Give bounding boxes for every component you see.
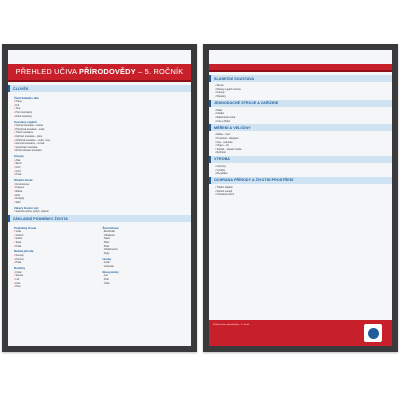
section-heading: VÝROBA: [209, 156, 392, 163]
list-item: • Čas – sekunda: [215, 141, 388, 145]
list-item: • Dolní končetiny: [14, 115, 187, 119]
list-item: • Trávicí soustava: [14, 131, 187, 135]
list-item: • Stáří: [14, 201, 187, 205]
list-item: • Ryby: [103, 252, 188, 256]
footer-band: [209, 320, 392, 346]
list-item: • Objem – litr: [215, 144, 388, 148]
sub-heading: Zdravý životní styl: [14, 205, 39, 210]
left-sheet: [2, 44, 197, 352]
list-item: • Dýchací soustava – plíce: [14, 135, 187, 139]
list-item: • Horniny: [14, 258, 99, 262]
list-item: • Délka – metr: [215, 133, 388, 137]
list-item: • Správná výživa, pohyb, spánek: [14, 210, 187, 214]
sub-heading: Ekosystémy: [102, 269, 119, 274]
list-item: • Opěrná soustava – kostra: [14, 124, 187, 128]
list-item: • Chráněná území: [215, 193, 388, 197]
list-item: • Vylučovací soustava: [14, 146, 187, 150]
list-item: • Šetření energií: [215, 190, 388, 194]
column-right: [103, 224, 188, 289]
list-item: • Teplota – stupeň Celsia: [215, 148, 388, 152]
list-item: • Květ: [14, 282, 99, 286]
list-item: • Nakloněná rovina: [215, 116, 388, 120]
list-item: • Komety: [215, 91, 388, 95]
list-item: • Pohybová soustava – svaly: [14, 128, 187, 132]
sub-heading: Části lidského těla: [14, 95, 39, 100]
right-paper: [209, 50, 392, 346]
sub-heading: Podmínky života: [14, 225, 37, 230]
list-item: • Kojenec: [14, 186, 187, 190]
title-part-a: PŘEHLED UČIVA: [15, 67, 80, 76]
list-item: • Oběhová soustava – srdce, cévy: [14, 139, 187, 143]
section-body: [209, 82, 392, 99]
sub-heading: Období života: [14, 178, 33, 183]
column-left: [14, 224, 99, 289]
list-item: • Kořen: [14, 271, 99, 275]
list-item: • Plazi: [103, 245, 188, 249]
list-item: • Horní končetiny: [14, 111, 187, 115]
list-item: • Půda: [14, 261, 99, 265]
list-item: • Sluch: [14, 162, 187, 166]
footer-text: Přehled učiva přírodovědy – 5. ročník: [213, 324, 250, 326]
section-heading: SLUNEČNÍ SOUSTAVA: [209, 75, 392, 82]
section-heading: OCHRANA PŘÍRODY A ŽIVOTNÍ PROSTŘEDÍ: [209, 177, 392, 184]
list-item: • Planety a jejich měsíce: [215, 88, 388, 92]
section-heading: ZÁKLADNÍ PODMÍNKY ŽIVOTA: [8, 215, 191, 222]
list-item: • Světlo: [14, 237, 99, 241]
list-item: • Trup: [14, 107, 187, 111]
list-item: • Dítě: [14, 194, 187, 198]
section-heading: MĚŘENÍ A VELIČINY: [209, 124, 392, 131]
list-item: • Dospělý: [14, 197, 187, 201]
list-item: • Ptáci: [103, 241, 188, 245]
list-item: • Jedlé: [103, 261, 188, 265]
list-item: • Pole: [103, 278, 188, 282]
list-item: • Les: [103, 274, 188, 278]
list-item: • Obojživelníci: [103, 248, 188, 252]
list-item: • Rychlost: [215, 151, 388, 155]
list-item: • Kladka: [215, 112, 388, 116]
section-heading: ČLOVĚK: [8, 85, 191, 92]
section-body: [209, 131, 392, 156]
list-item: • Nerosty: [14, 254, 99, 258]
section-heading: JEDNODUCHÉ STROJE A ZAŘÍZENÍ: [209, 100, 392, 107]
publisher-logo-icon: [364, 324, 382, 342]
list-item: • Páka: [215, 109, 388, 113]
list-item: • Čich: [14, 166, 187, 170]
list-item: • Obratlovci: [103, 234, 188, 238]
list-item: • Batole: [14, 190, 187, 194]
list-item: • Zrak: [14, 159, 187, 163]
section-body: [8, 92, 191, 215]
list-item: • Stonek: [14, 274, 99, 278]
list-item: • Hmat: [14, 173, 187, 177]
list-item: • List: [14, 278, 99, 282]
list-item: • Plod: [14, 285, 99, 289]
section-body: [8, 222, 191, 290]
list-item: • Půda: [14, 245, 99, 249]
list-item: • Planetky: [215, 95, 388, 99]
page-title: [8, 64, 191, 80]
list-item: • Třídění odpadu: [215, 186, 388, 190]
list-item: • Jedovaté: [103, 265, 188, 269]
left-paper: [8, 50, 191, 346]
list-item: • Chuť: [14, 170, 187, 174]
list-item: • Vzduch: [14, 234, 99, 238]
list-item: • Voda: [14, 230, 99, 234]
sub-heading: Neživá příroda: [14, 249, 34, 254]
right-sheet: [203, 44, 398, 352]
title-part-b: PŘÍRODOVĚDY: [79, 67, 136, 76]
list-item: • Savci: [103, 237, 188, 241]
list-item: • Voda: [103, 282, 188, 286]
section-body: [209, 107, 392, 124]
list-item: • Výrobky: [215, 169, 388, 173]
list-item: • Rozmnožovací soustava: [14, 149, 187, 153]
list-item: • Hmotnost – kilogram: [215, 137, 388, 141]
sub-heading: Smysly: [14, 154, 24, 159]
list-item: • Teplo: [14, 241, 99, 245]
section-body: [209, 163, 392, 177]
section-body: [209, 184, 392, 198]
list-item: • Slunce: [215, 84, 388, 88]
list-item: • Bezobratlí: [103, 230, 188, 234]
list-item: • Recyklace: [215, 172, 388, 176]
sub-heading: Houby: [102, 256, 112, 261]
sub-heading: Rostliny: [14, 266, 26, 271]
sub-heading: Soustavy orgánů: [14, 119, 37, 124]
list-item: • Nervová soustava – mozek: [14, 142, 187, 146]
title-part-c: – 5. ROČNÍK: [135, 67, 184, 76]
sub-heading: Živočichové: [102, 225, 119, 230]
list-item: • Kolo a hřídel: [215, 120, 388, 124]
list-item: • Hlava: [14, 100, 187, 104]
list-item: • Novorozenec: [14, 183, 187, 187]
list-item: • Krk: [14, 104, 187, 108]
list-item: • Suroviny: [215, 165, 388, 169]
